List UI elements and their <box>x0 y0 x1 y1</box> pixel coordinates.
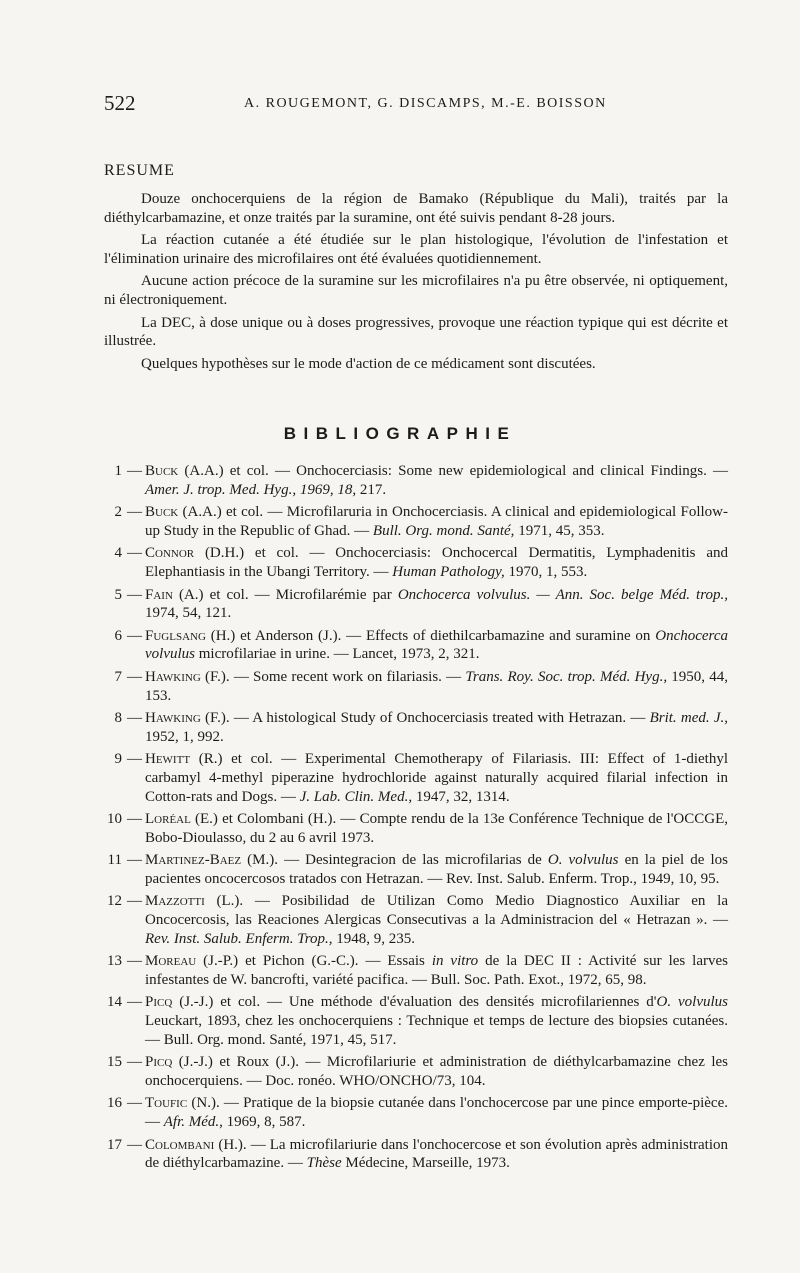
reference-citation: 1970, 1, 553. <box>504 563 588 580</box>
reference-number: 10 <box>107 811 122 828</box>
reference-number: 15 <box>107 1054 122 1071</box>
reference-entry <box>100 544 728 581</box>
reference-number: 17 <box>107 1136 122 1153</box>
reference-text: (H.). — La microfilariurie dans l'onchocercose et son évolution après administration de diéthylcarbamazine. — <box>145 1136 728 1172</box>
reference-author: Toufic <box>145 1095 188 1112</box>
reference-number: 5 <box>114 586 122 603</box>
reference-journal: Bull. Org. mond. Santé, <box>372 522 515 539</box>
reference-number: 9 <box>114 751 122 768</box>
reference-dash: — <box>127 1054 142 1071</box>
reference-citation: 1974, 54, 121. <box>145 605 232 622</box>
resume-paragraph: La réaction cutanée a été étudiée sur le plan histologique, l'évolution de l'infestation et l'élimination urinaire des microfilaires ont été évaluées quotidiennement. <box>104 232 728 267</box>
reference-author: Buck <box>145 504 179 521</box>
reference-citation: Médecine, Marseille, 1973. <box>341 1155 510 1172</box>
reference-citation: 1947, 32, 1314. <box>412 788 510 805</box>
reference-journal: Trans. Roy. Soc. trop. Méd. Hyg., <box>465 668 668 685</box>
reference-dash: — <box>127 953 142 970</box>
reference-dash: — <box>127 751 142 768</box>
reference-text: (N.). — Pratique de la biopsie cutanée dans l'onchocercose par une pince emporte-pièce. — <box>145 1095 728 1130</box>
reference-journal: Afr. Méd., <box>163 1114 223 1130</box>
reference-entry <box>100 750 728 806</box>
reference-text: (F.). — Some recent work on filariasis. — <box>200 668 466 685</box>
reference-number: 6 <box>114 627 122 644</box>
reference-number: 1 <box>114 463 122 479</box>
reference-dash: — <box>127 504 142 521</box>
reference-dash: — <box>127 852 142 869</box>
reference-entry <box>100 993 728 1049</box>
reference-dash: — <box>127 545 142 562</box>
reference-text: (A.) et col. — Microfilarémie par <box>172 586 398 603</box>
reference-dash: — <box>127 811 142 828</box>
reference-journal: J. Lab. Clin. Med., <box>299 788 413 805</box>
reference-author: Buck <box>145 463 179 479</box>
reference-number: 4 <box>114 545 122 562</box>
reference-citation: 1952, 1, 992. <box>145 728 224 745</box>
reference-citation: en la piel de los pacientes oncocercosos tratados con Hetrazan. — Rev. Inst. Salub. Enferm. Trop., 1949, 10, 95. <box>145 852 728 887</box>
reference-author: Connor <box>145 545 195 562</box>
reference-text: (J.-J.) et Roux (J.). — Microfilariurie et administration de diéthylcarbamazine chez les onchocerquiens. — Doc. ronéo. WHO/ONCHO/73, 104. <box>145 1054 728 1089</box>
reference-dash: — <box>127 893 142 910</box>
reference-entry <box>100 1094 728 1131</box>
reference-text: (R.) et col. — Experimental Chemotherapy of Filariasis. III: Effect of 1-diethyl carbamyl 4-methyl piperazine hydrochloride against naturally acquired filarial infection in Cotton-rats and Dogs. — <box>145 751 728 805</box>
reference-number: 16 <box>107 1095 122 1112</box>
reference-citation: 217. <box>356 481 387 498</box>
reference-dash: — <box>127 710 142 727</box>
resume-paragraph: La DEC, à dose unique ou à doses progressives, provoque une réaction typique qui est décrite et illustrée. <box>104 314 728 350</box>
reference-text: (J.-J.) et col. — Une méthode d'évaluation des densités microfilariennes d' <box>172 994 657 1011</box>
resume-heading: RESUME <box>104 162 175 179</box>
reference-author: Moreau <box>145 953 197 970</box>
reference-journal: Onchocerca volvulus. — Ann. Soc. belge Méd. trop., <box>397 586 728 603</box>
reference-author: Hewitt <box>145 751 191 768</box>
reference-entry <box>100 668 728 705</box>
page-number: 522 <box>104 91 136 115</box>
reference-text: (M.). — Desintegracion de las microfilarias de <box>241 852 548 869</box>
reference-journal: Brit. med. J., <box>649 710 728 727</box>
reference-entry <box>100 1053 728 1090</box>
reference-author: Colombani <box>145 1136 215 1153</box>
reference-journal: Amer. J. trop. Med. Hyg., 1969, 18, <box>145 481 357 498</box>
reference-author: Picq <box>145 1054 173 1071</box>
reference-author: Loréal <box>145 811 191 828</box>
reference-list <box>100 462 728 1177</box>
reference-number: 8 <box>114 710 122 727</box>
resume-section <box>104 190 728 377</box>
reference-journal: Thèse <box>306 1155 342 1172</box>
reference-dash: — <box>127 586 142 603</box>
reference-entry <box>100 503 728 540</box>
reference-dash: — <box>127 463 142 479</box>
reference-number: 2 <box>114 504 122 521</box>
reference-text: (L.). — Posibilidad de Utilizan Como Medio Diagnostico Auxiliar en la Oncocercosis, las Reaciones Alergicas Consecutivas a la Administracion del « Hetrazan ». — <box>145 893 728 929</box>
reference-entry <box>100 810 728 847</box>
reference-journal: Human Pathology, <box>392 563 505 580</box>
reference-dash: — <box>127 1136 142 1153</box>
resume-paragraph: Douze onchocerquiens de la région de Bamako (République du Mali), traités par la diéthylcarbamazine, et onze traités par la suramine, ont été suivis pendant 8-28 jours. <box>104 191 728 226</box>
reference-entry <box>100 851 728 888</box>
reference-entry <box>100 952 728 989</box>
reference-author: Picq <box>145 994 173 1011</box>
reference-journal: O. volvulus <box>547 852 619 869</box>
reference-text: (A.A.) et col. — Onchocerciasis: Some new epidemiological and clinical Findings. — <box>178 463 728 479</box>
reference-number: 11 <box>107 852 122 869</box>
reference-journal: Onchocerca volvulus <box>145 627 728 663</box>
reference-number: 12 <box>107 893 122 910</box>
reference-number: 7 <box>114 668 122 685</box>
running-head-authors: A. ROUGEMONT, G. DISCAMPS, M.-E. BOISSON <box>244 96 607 111</box>
reference-journal: O. volvulus <box>656 994 728 1011</box>
reference-entry <box>100 709 728 746</box>
reference-citation: microfilariae in urine. — Lancet, 1973, 2, 321. <box>195 646 480 663</box>
reference-journal: Rev. Inst. Salub. Enferm. Trop., <box>145 930 333 947</box>
reference-text: (A.A.) et col. — Microfilaruria in Onchocerciasis. A clinical and epidemiological Follow-up Study in the Republic of Ghad. — <box>145 504 728 539</box>
reference-dash: — <box>127 994 142 1011</box>
reference-author: Mazzotti <box>145 893 205 910</box>
reference-citation: 1950, 44, 153. <box>145 668 728 704</box>
reference-author: Hawking <box>145 710 201 727</box>
reference-number: 13 <box>107 953 122 970</box>
reference-entry <box>100 627 728 664</box>
reference-dash: — <box>127 1095 142 1112</box>
reference-text: (E.) et Colombani (H.). — Compte rendu de la 13e Conférence Technique de l'OCCGE, Bobo-Dioulasso, du 2 au 6 avril 1973. <box>145 811 728 846</box>
reference-citation: Leuckart, 1893, chez les onchocerquiens : Technique et temps de lecture des biopsies cutanées. — Bull. Org. mond. Santé, 1971, 45, 517. <box>145 1013 728 1048</box>
reference-dash: — <box>127 627 142 644</box>
resume-paragraph: Quelques hypothèses sur le mode d'action de ce médicament sont discutées. <box>141 355 596 372</box>
reference-citation: 1948, 9, 235. <box>332 930 415 947</box>
reference-text: (J.-P.) et Pichon (G.-C.). — Essais <box>196 953 432 970</box>
reference-number: 14 <box>107 994 122 1011</box>
reference-author: Fuglsang <box>145 627 206 644</box>
reference-citation: de la DEC II : Activité sur les larves infestantes de W. bancrofti, variété pacifica. — Bull. Soc. Path. Exot., 1972, 65, 98. <box>145 953 728 988</box>
reference-author: Martinez-Baez <box>145 852 242 869</box>
reference-citation: 1971, 45, 353. <box>514 522 605 539</box>
reference-entry <box>100 892 728 948</box>
reference-entry <box>100 586 728 623</box>
resume-paragraph: Aucune action précoce de la suramine sur les microfilaires n'a pu être observée, ni optiquement, ni électroniquement. <box>104 273 728 308</box>
reference-journal: in vitro <box>431 953 479 970</box>
reference-dash: — <box>127 668 142 685</box>
reference-text: (D.H.) et col. — Onchocerciasis: Onchocercal Dermatitis, Lymphadenitis and Elephantiasis in the Ubangi Territory. — <box>145 545 728 580</box>
reference-citation: 1969, 8, 587. <box>222 1114 306 1130</box>
reference-text: (H.) et Anderson (J.). — Effects of diethilcarbamazine and suramine on <box>205 627 656 644</box>
reference-entry <box>100 462 728 499</box>
reference-entry <box>100 1136 728 1173</box>
reference-author: Hawking <box>145 668 201 685</box>
reference-text: (F.). — A histological Study of Onchocerciasis treated with Hetrazan. — <box>200 710 650 727</box>
reference-author: Fain <box>145 586 173 603</box>
bibliography-heading: BIBLIOGRAPHIE <box>283 424 517 443</box>
